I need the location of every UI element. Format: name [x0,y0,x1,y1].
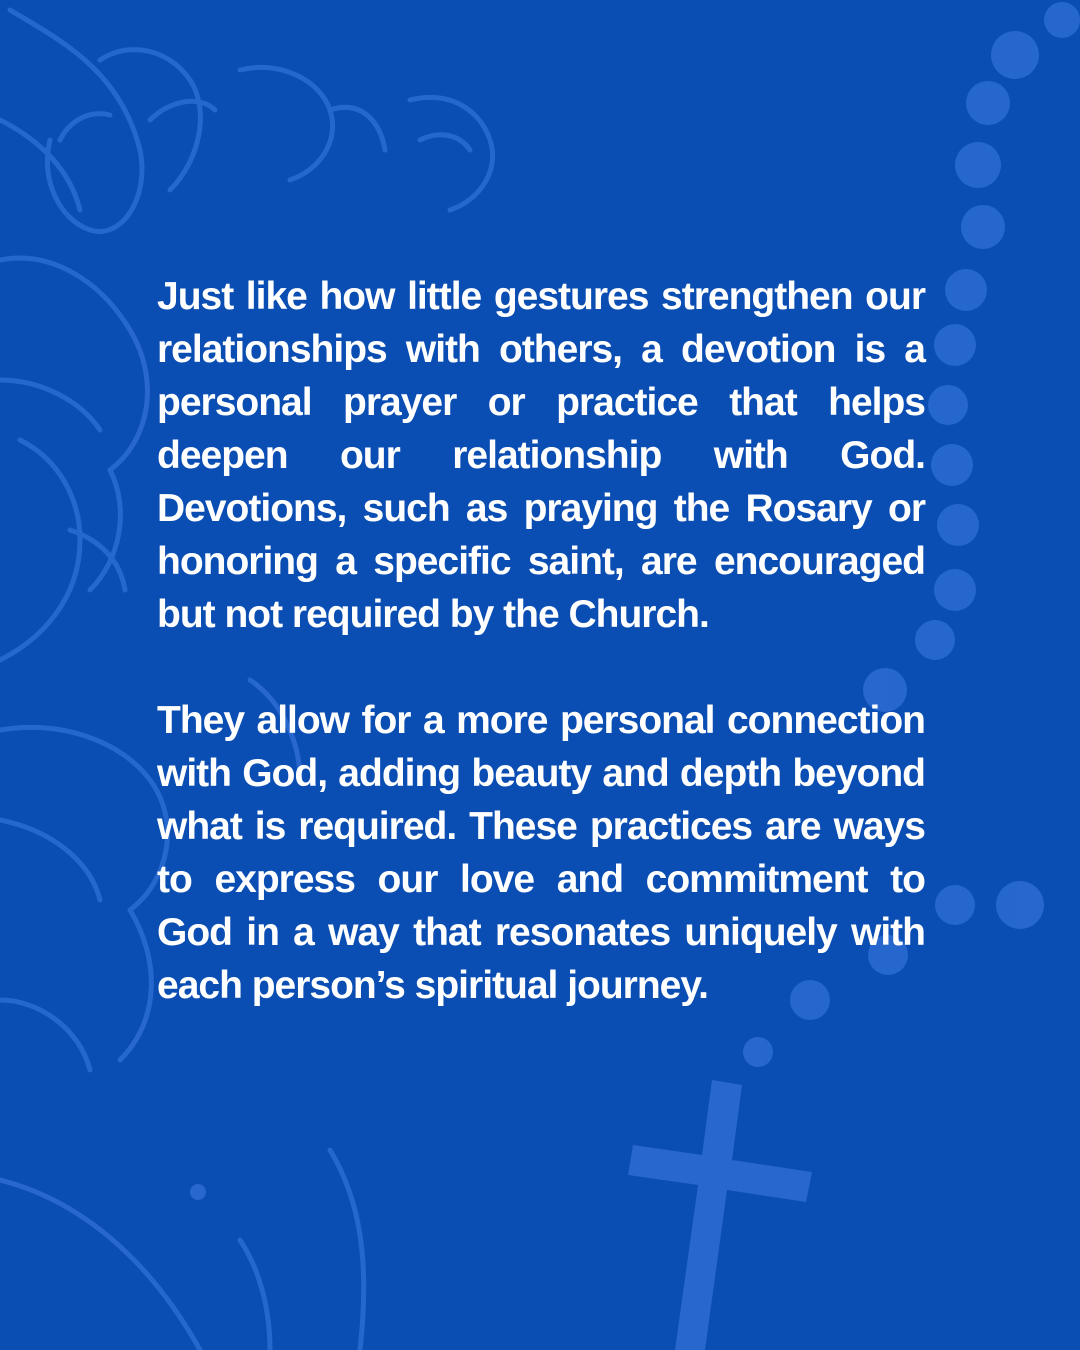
devotion-text [157,270,925,1012]
paragraph-details: They allow for a more personal connection with God, adding beauty and depth beyond what is required. These practices are ways to express our love and commitment to God in a way that resonates uniquely with each person’s spiritual journey. [157,699,925,1007]
paragraph-intro: Just like how little gestures strengthen our relationships with others, a devotion is a personal prayer or practice that helps deepen our relationship with God. Devotions, such as praying the Rosary or honoring a specific saint, are encouraged but not required by the Church. [157,275,925,636]
cross-icon [628,1080,812,1350]
